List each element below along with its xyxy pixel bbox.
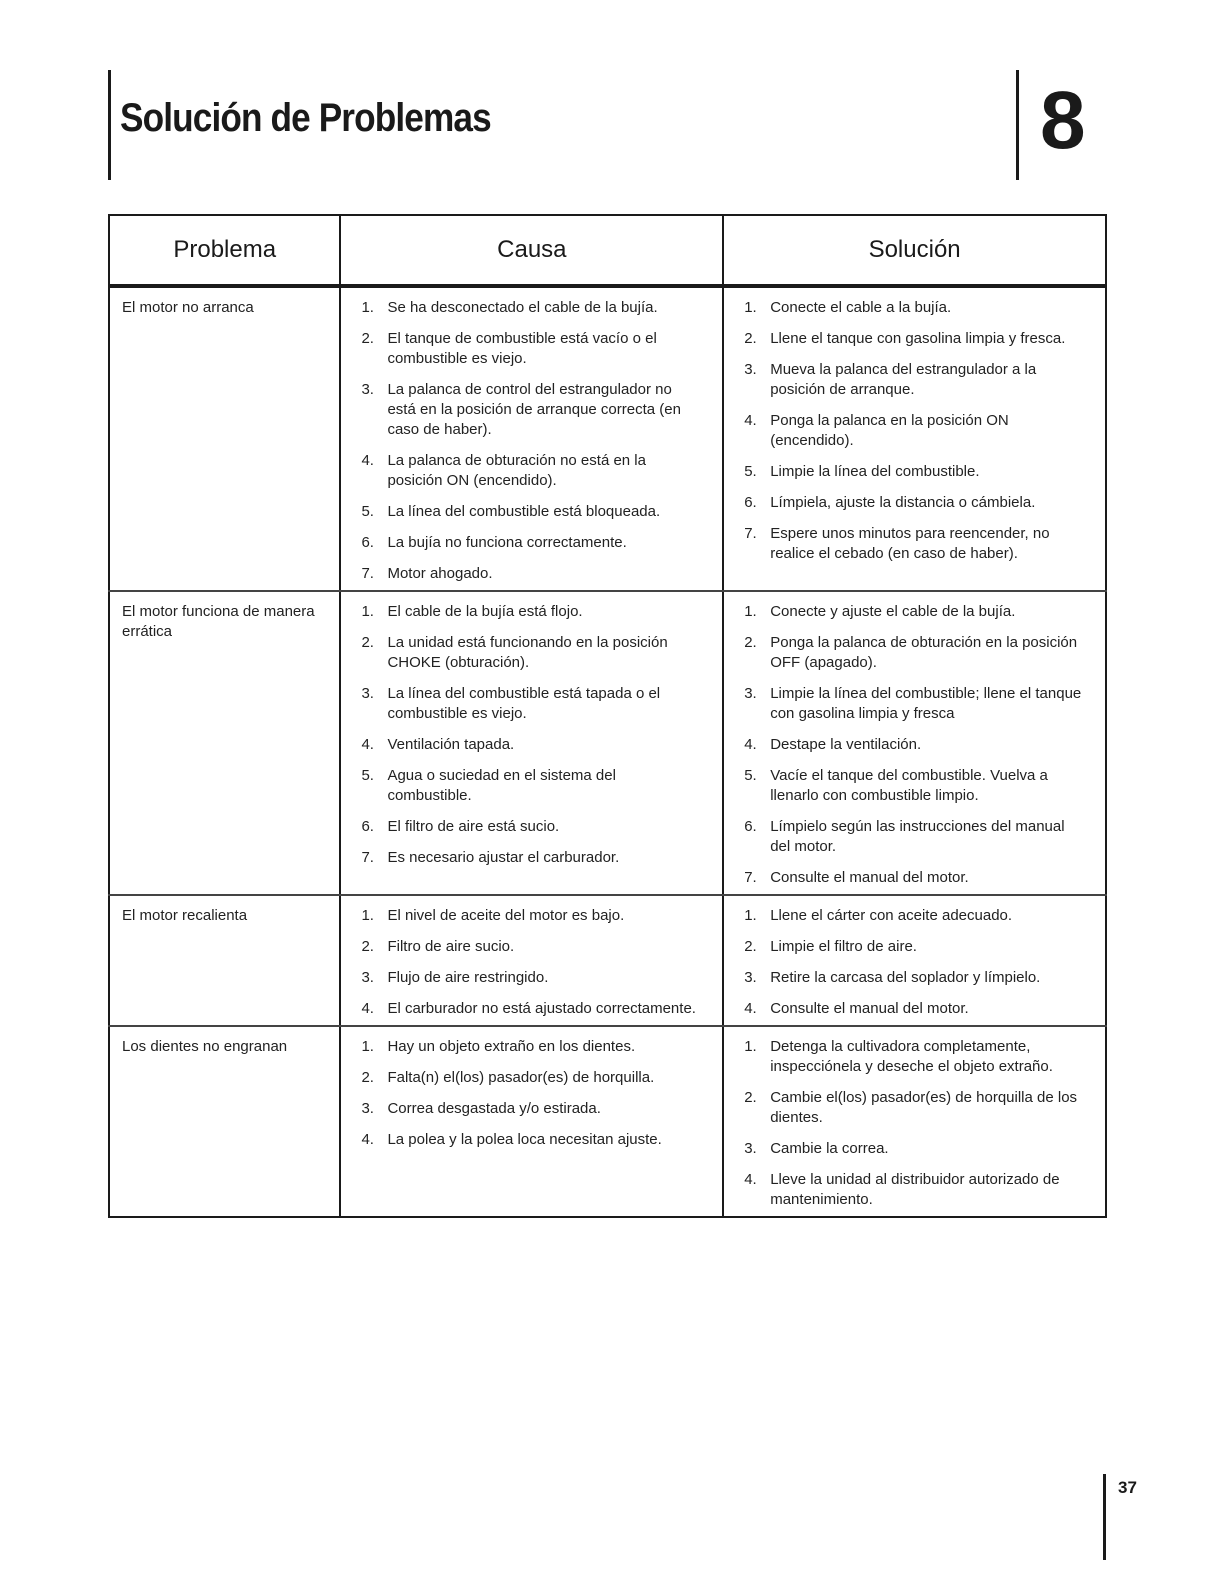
item-number: 3. [744,969,757,986]
cause-text: Flujo de aire restringido. [387,969,549,986]
cause-item [353,1099,710,1119]
solution-text: Llene el tanque con gasolina limpia y fresca. [770,330,1066,347]
solution-text: Conecte y ajuste el cable de la bujía. [770,603,1016,620]
table-header-row [109,215,1106,286]
problem-cell [109,895,340,1026]
solution-item [736,298,1093,318]
solution-item [736,735,1093,755]
problem-text: Los dientes no engranan [122,1038,288,1055]
cause-item [353,848,710,868]
cause-text: Filtro de aire sucio. [387,938,515,955]
chapter-number: 8 [1040,75,1086,166]
solution-text: Mueva la palanca del estrangulador a la posición de arranque. [770,361,1037,398]
item-number: 7. [744,869,757,886]
item-number: 1. [744,603,757,620]
solution-text: Vacíe el tanque del combustible. Vuelva a llenarlo con combustible limpio. [770,767,1048,804]
solution-item [736,906,1093,926]
troubleshooting-table [108,214,1107,1218]
item-number: 4. [744,1000,757,1017]
cause-item [353,906,710,926]
cause-item [353,602,710,622]
page-title: Solución de Problemas [120,96,491,140]
cause-item [353,999,710,1019]
cause-text: La palanca de control del estrangulador no está en la posición de arranque correcta (en caso de haber). [387,381,681,438]
cause-text: Falta(n) el(los) pasador(es) de horquilla. [387,1069,655,1086]
table-row [109,1026,1106,1217]
table-row [109,895,1106,1026]
item-number: 6. [361,818,374,835]
cause-item [353,329,710,369]
solution-item [736,1139,1093,1159]
solution-item [736,602,1093,622]
cause-text: Es necesario ajustar el carburador. [387,849,620,866]
solution-item [736,766,1093,806]
solution-text: Consulte el manual del motor. [770,1000,969,1017]
solution-text: Destape la ventilación. [770,736,922,753]
cause-item [353,533,710,553]
problem-cell [109,1026,340,1217]
item-number: 3. [361,685,374,702]
cause-item [353,937,710,957]
problem-cell [109,591,340,895]
item-number: 2. [361,634,374,651]
solution-list [736,602,1093,888]
cause-text: Ventilación tapada. [387,736,515,753]
cause-text: Se ha desconectado el cable de la bujía. [387,299,658,316]
cause-text: El cable de la bujía está flojo. [387,603,583,620]
solution-cell [723,286,1106,591]
item-number: 3. [361,1100,374,1117]
solution-text: Ponga la palanca en la posición ON (encendido). [770,412,1009,449]
cause-cell [340,286,723,591]
problem-cell [109,286,340,591]
item-number: 5. [361,503,374,520]
item-number: 6. [744,494,757,511]
cause-text: El filtro de aire está sucio. [387,818,560,835]
problem-text: El motor recalienta [122,907,248,924]
solution-text: Ponga la palanca de obturación en la posición OFF (apagado). [770,634,1078,671]
cause-list [353,602,710,868]
item-number: 6. [744,818,757,835]
table-body [109,286,1106,1217]
cause-text: La línea del combustible está bloqueada. [387,503,661,520]
cause-item [353,298,710,318]
cause-list [353,298,710,584]
item-number: 7. [361,565,374,582]
cause-text: La línea del combustible está tapada o el combustible es viejo. [387,685,661,722]
solution-text: Retire la carcasa del soplador y límpielo. [770,969,1041,986]
cause-text: La palanca de obturación no está en la posición ON (encendido). [387,452,646,489]
cause-text: El carburador no está ajustado correctamente. [387,1000,696,1017]
cause-list [353,1037,710,1150]
table-row [109,591,1106,895]
item-number: 4. [361,1131,374,1148]
footer-rule [1103,1474,1106,1560]
item-number: 1. [744,907,757,924]
solution-list [736,298,1093,564]
cause-cell [340,895,723,1026]
cause-text: Motor ahogado. [387,565,493,582]
cause-text: Agua o suciedad en el sistema del combustible. [387,767,616,804]
cause-text: La bujía no funciona correctamente. [387,534,627,551]
cause-item [353,684,710,724]
item-number: 4. [361,736,374,753]
solution-item [736,1088,1093,1128]
item-number: 2. [361,330,374,347]
solution-item [736,999,1093,1019]
cause-item [353,564,710,584]
solution-text: Espere unos minutos para reencender, no realice el cebado (en caso de haber). [770,525,1050,562]
item-number: 7. [361,849,374,866]
solution-text: Límpielo según las instrucciones del manual del motor. [770,818,1065,855]
cause-item [353,451,710,491]
item-number: 3. [361,381,374,398]
solution-item [736,462,1093,482]
item-number: 1. [361,299,374,316]
cause-cell [340,1026,723,1217]
item-number: 5. [744,463,757,480]
cause-item [353,1068,710,1088]
cause-item [353,502,710,522]
solution-text: Conecte el cable a la bujía. [770,299,952,316]
item-number: 7. [744,525,757,542]
cause-text: El nivel de aceite del motor es bajo. [387,907,625,924]
cause-text: La unidad está funcionando en la posición CHOKE (obturación). [387,634,668,671]
item-number: 5. [361,767,374,784]
solution-item [736,684,1093,724]
solution-text: Cambie el(los) pasador(es) de horquilla de los dientes. [770,1089,1078,1126]
solution-text: Cambie la correa. [770,1140,889,1157]
item-number: 2. [744,1089,757,1106]
item-number: 1. [361,603,374,620]
solution-item [736,411,1093,451]
cause-item [353,735,710,755]
item-number: 3. [744,1140,757,1157]
solution-text: Limpie el filtro de aire. [770,938,917,955]
solution-item [736,360,1093,400]
item-number: 2. [744,330,757,347]
solution-item [736,524,1093,564]
item-number: 2. [744,634,757,651]
title-left-rule [108,70,111,180]
solution-cell [723,895,1106,1026]
cause-item [353,1130,710,1150]
header-cause: Causa [340,215,723,286]
chapter-rule [1016,70,1019,180]
item-number: 1. [744,299,757,316]
cause-item [353,968,710,988]
item-number: 1. [744,1038,757,1055]
solution-text: Llene el cárter con aceite adecuado. [770,907,1013,924]
cause-text: Correa desgastada y/o estirada. [387,1100,601,1117]
item-number: 1. [361,1038,374,1055]
cause-item [353,633,710,673]
cause-item [353,1037,710,1057]
item-number: 4. [744,736,757,753]
solution-list [736,1037,1093,1210]
page-number: 37 [1118,1478,1137,1497]
solution-cell [723,591,1106,895]
solution-text: Limpie la línea del combustible. [770,463,980,480]
problem-text: El motor funciona de manera errática [122,603,315,640]
header-problem: Problema [109,215,340,286]
item-number: 3. [361,969,374,986]
item-number: 4. [744,1171,757,1188]
solution-item [736,968,1093,988]
solution-text: Limpie la línea del combustible; llene el tanque con gasolina limpia y fresca [770,685,1082,722]
solution-item [736,817,1093,857]
item-number: 3. [744,361,757,378]
item-number: 1. [361,907,374,924]
solution-item [736,868,1093,888]
solution-text: Consulte el manual del motor. [770,869,969,886]
solution-item [736,1037,1093,1077]
cause-text: El tanque de combustible está vacío o el combustible es viejo. [387,330,657,367]
problem-text: El motor no arranca [122,299,254,316]
table-row [109,286,1106,591]
solution-text: Detenga la cultivadora completamente, inspecciónela y deseche el objeto extraño. [770,1038,1053,1075]
cause-item [353,380,710,440]
cause-item [353,766,710,806]
cause-text: La polea y la polea loca necesitan ajuste. [387,1131,662,1148]
solution-item [736,937,1093,957]
cause-cell [340,591,723,895]
item-number: 2. [361,1069,374,1086]
solution-text: Lleve la unidad al distribuidor autorizado de mantenimiento. [770,1171,1060,1208]
item-number: 4. [361,1000,374,1017]
cause-text: Hay un objeto extraño en los dientes. [387,1038,636,1055]
solution-list [736,906,1093,1019]
solution-item [736,633,1093,673]
item-number: 5. [744,767,757,784]
item-number: 2. [361,938,374,955]
item-number: 6. [361,534,374,551]
cause-list [353,906,710,1019]
solution-item [736,1170,1093,1210]
solution-cell [723,1026,1106,1217]
solution-text: Límpiela, ajuste la distancia o cámbiela. [770,494,1036,511]
solution-item [736,493,1093,513]
solution-item [736,329,1093,349]
cause-item [353,817,710,837]
item-number: 3. [744,685,757,702]
header-solution: Solución [723,215,1106,286]
item-number: 4. [744,412,757,429]
item-number: 2. [744,938,757,955]
item-number: 4. [361,452,374,469]
